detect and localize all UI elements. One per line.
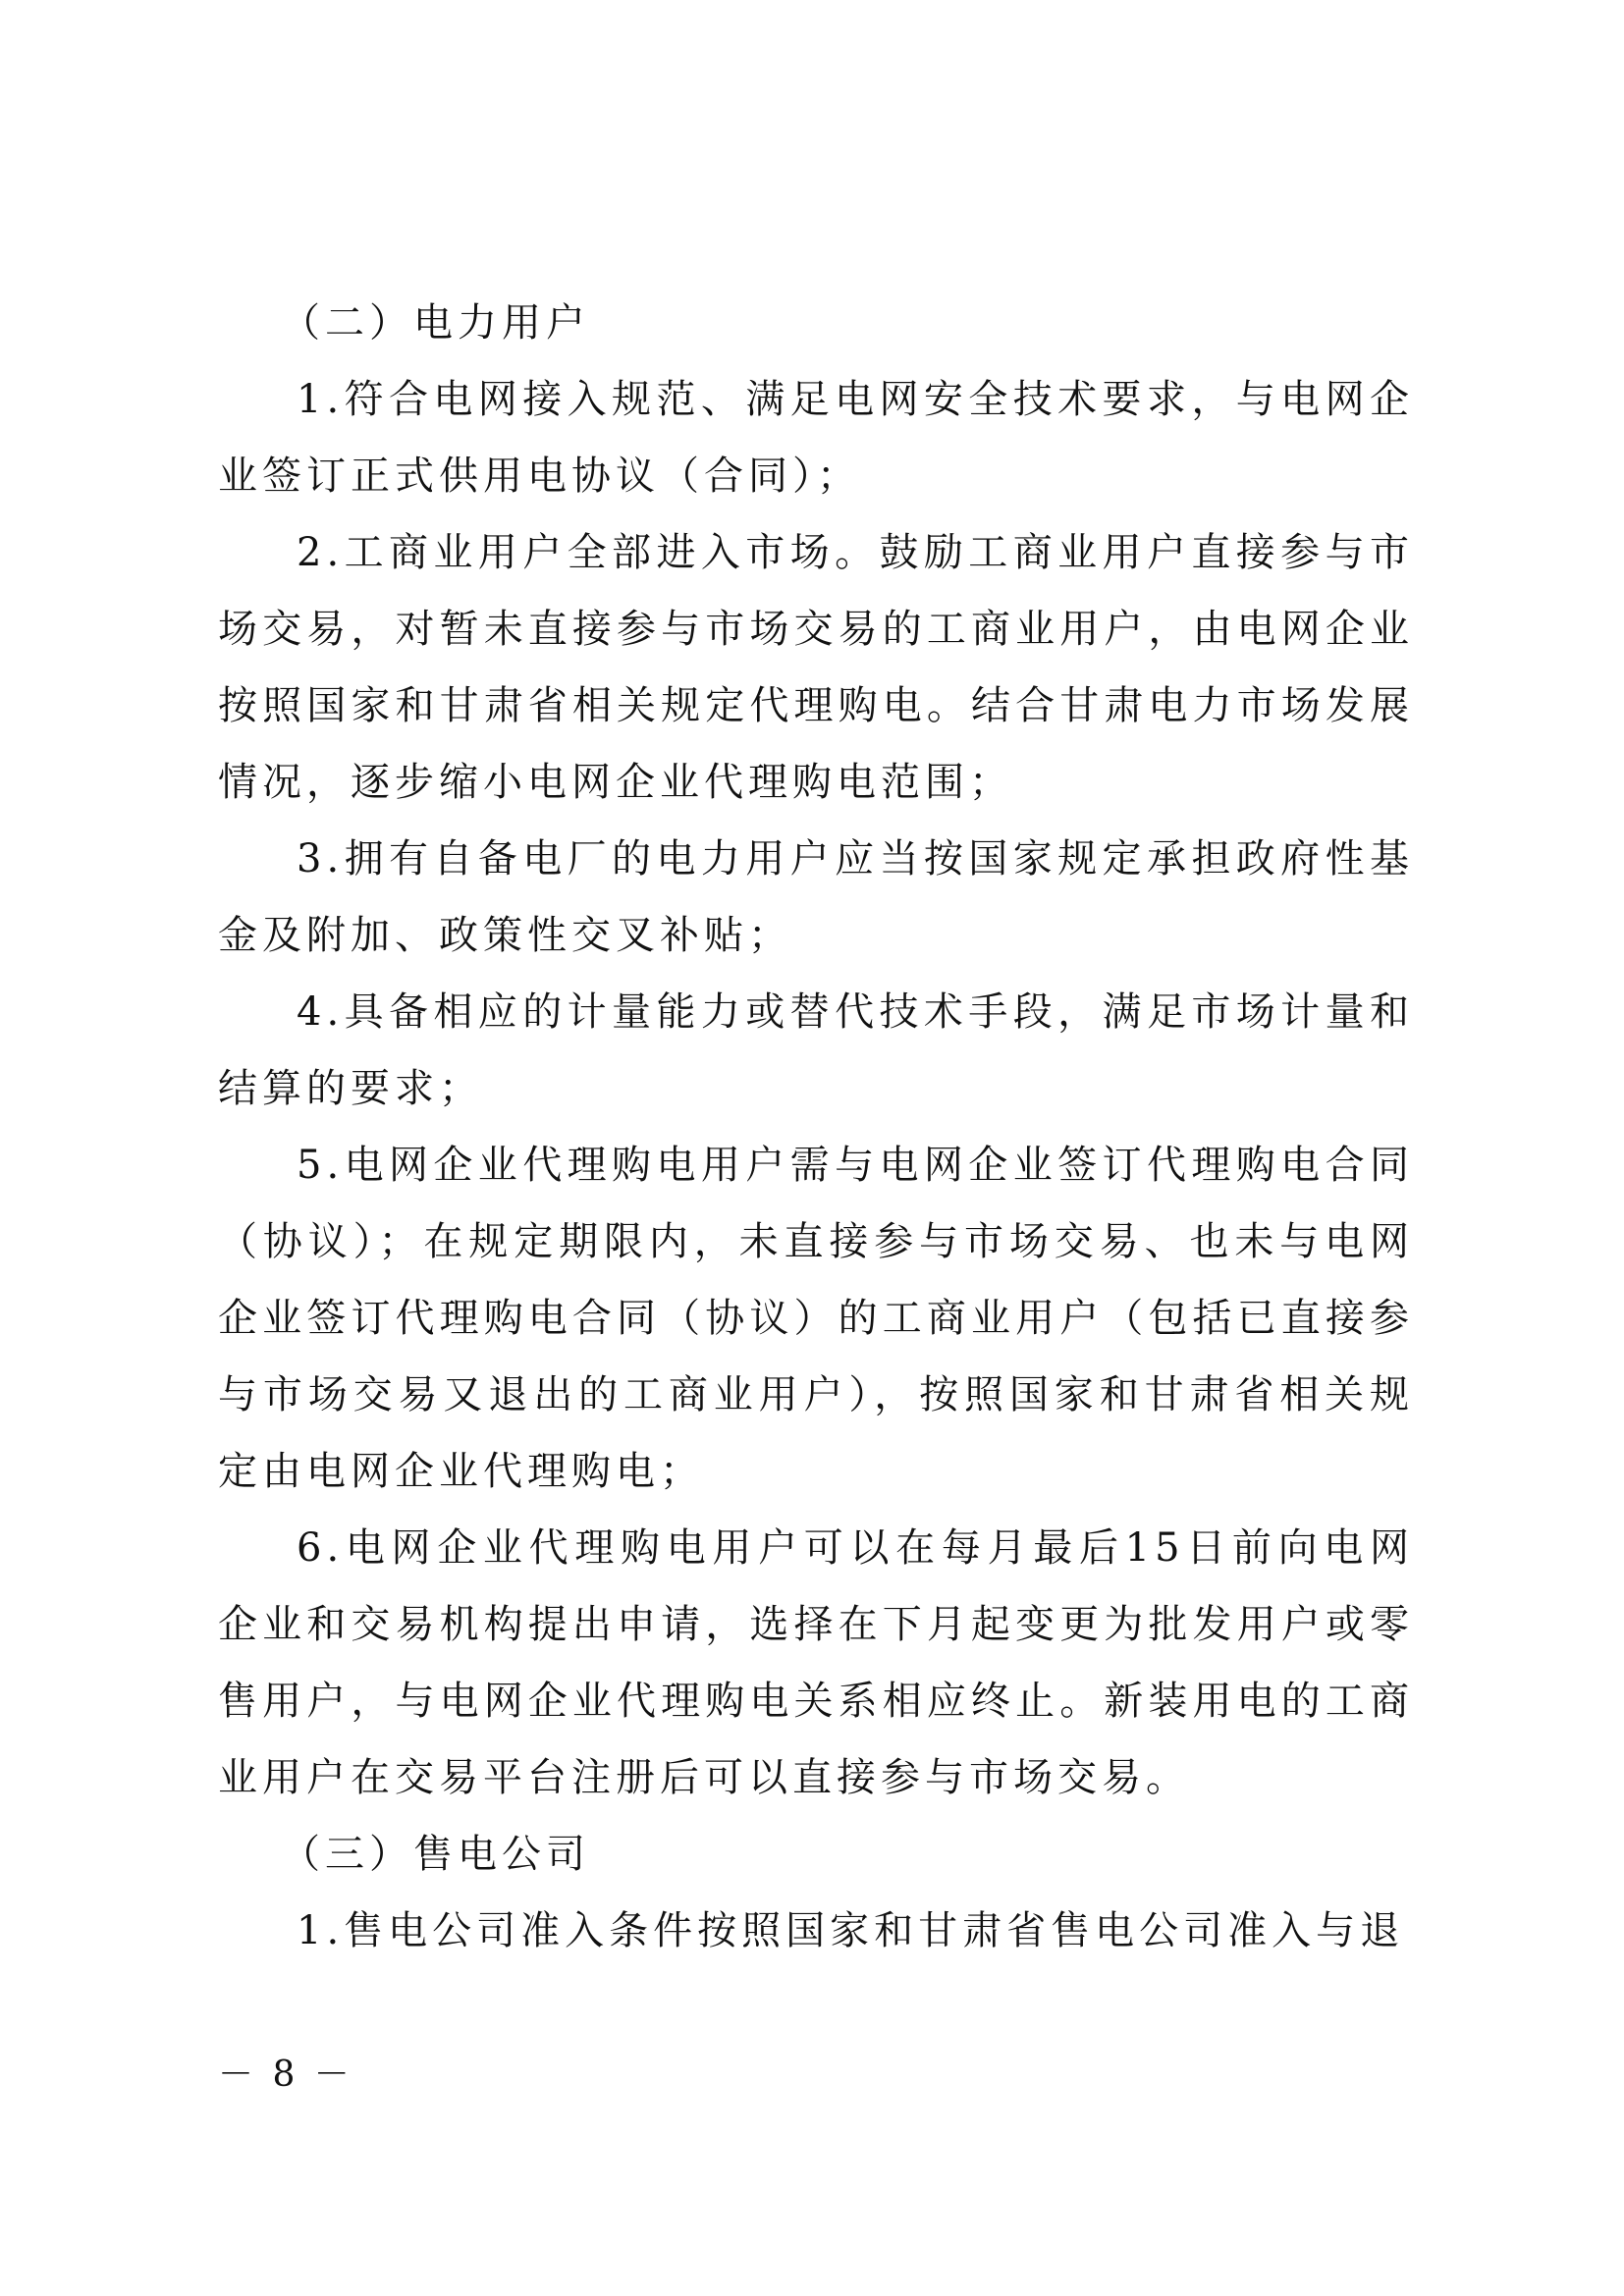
paragraph-6: 6.电网企业代理购电用户可以在每月最后15日前向电网企业和交易机构提出申请，选择在下月起变更为批发用户或零售用户，与电网企业代理购电关系相应终止。新装用电的工商业用户在交易平台注册后可以直接参与市场交易。 xyxy=(218,1525,1414,1800)
page-number: － 8 － xyxy=(218,2055,353,2095)
paragraph-2: 2.工商业用户全部进入市场。鼓励工商业用户直接参与市场交易，对暂未直接参与市场交易的工商业用户，由电网企业按照国家和甘肃省相关规定代理购电。结合甘肃电力市场发展情况，逐步缩小电网企业代理购电范围； xyxy=(218,530,1414,805)
paragraph-3: 3.拥有自备电厂的电力用户应当按国家规定承担政府性基金及附加、政策性交叉补贴； xyxy=(218,836,1414,958)
section-heading-power-users: （二）电力用户 xyxy=(281,300,590,346)
section-heading-retail-companies: （三）售电公司 xyxy=(281,1832,590,1877)
paragraph-4: 4.具备相应的计量能力或替代技术手段，满足市场计量和结算的要求； xyxy=(218,989,1414,1111)
paragraph-retail-1: 1.售电公司准入条件按照国家和甘肃省售电公司准入与退 xyxy=(297,1908,1405,1953)
paragraph-5: 5.电网企业代理购电用户需与电网企业签订代理购电合同（协议）；在规定期限内，未直接参与市场交易、也未与电网企业签订代理购电合同（协议）的工商业用户（包括已直接参与市场交易又退出的工商业用户），按照国家和甘肃省相关规定由电网企业代理购电； xyxy=(218,1143,1414,1494)
paragraph-1: 1.符合电网接入规范、满足电网安全技术要求，与电网企业签订正式供用电协议（合同）； xyxy=(218,377,1414,499)
document-body xyxy=(218,285,1414,1969)
